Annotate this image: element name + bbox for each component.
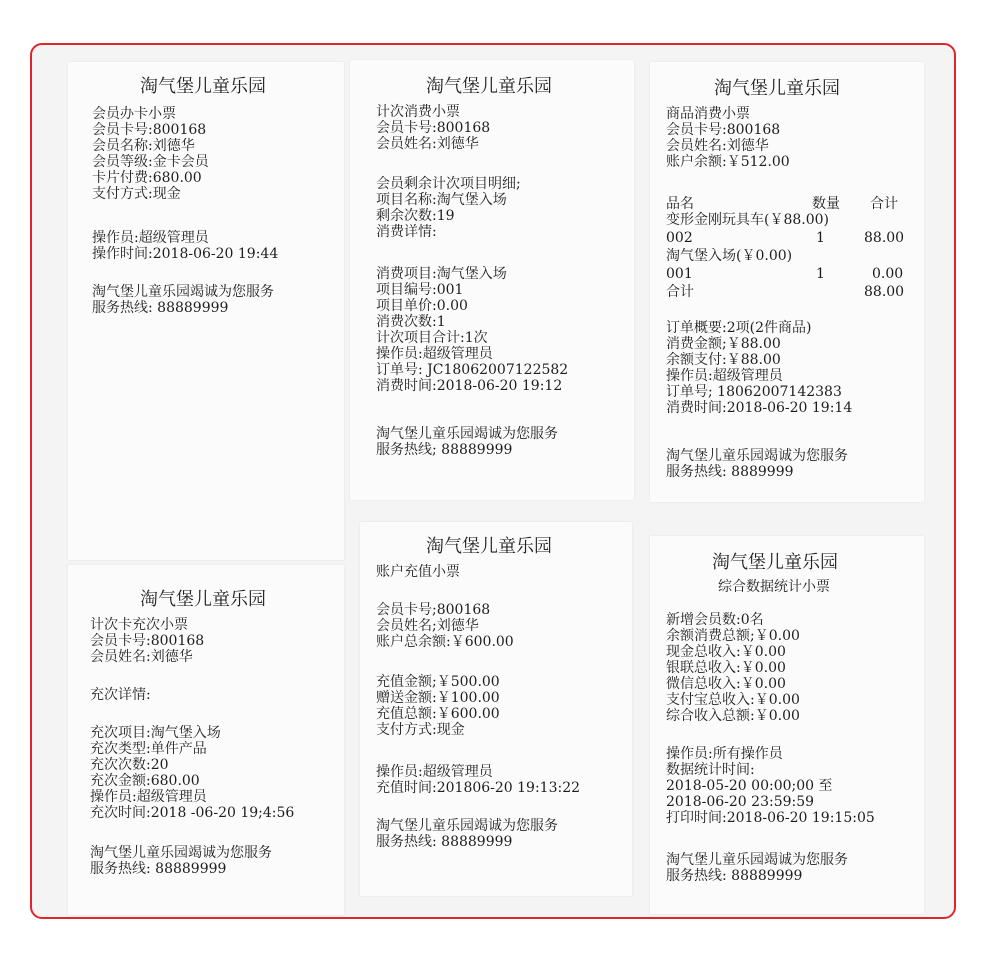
receipt-count-consume	[350, 60, 634, 500]
item-name: 变形金刚玩具车(￥88.00)	[666, 212, 830, 228]
consume-amount: 消费金额;￥88.00	[666, 336, 781, 352]
operator: 操作员:超级管理员	[90, 789, 207, 805]
order-number: 订单号: JC18062007122582	[376, 362, 569, 378]
footer-service: 淘气堡儿童乐园竭诚为您服务	[666, 448, 848, 464]
consume-detail-label: 消费详情:	[376, 224, 437, 240]
account-total-balance: 账户总余额:￥600.00	[376, 634, 514, 650]
operator: 操作员:超级管理员	[666, 368, 783, 384]
member-card-number: 会员卡号:800168	[376, 120, 491, 136]
cash-income: 现金总收入:￥0.00	[666, 644, 786, 660]
topup-amount: 充值金额;￥500.00	[376, 674, 500, 690]
remaining-title: 会员剩余计次项目明细;	[376, 176, 521, 192]
account-balance: 账户余额:￥512.00	[666, 154, 790, 170]
item-name: 淘气堡入场(￥0.00)	[666, 248, 793, 264]
count-total: 计次项目合计:1次	[376, 330, 488, 346]
receipt-subtitle: 综合数据统计小票	[718, 579, 830, 595]
receipt-type: 商品消费小票	[666, 106, 750, 122]
item-code: 002	[666, 230, 693, 246]
receipt-title: 淘气堡儿童乐园	[426, 536, 552, 557]
recharge-amount: 充次金额:680.00	[90, 773, 200, 789]
operator: 操作员:所有操作员	[666, 746, 783, 762]
receipt-type: 计次卡充次小票	[90, 617, 188, 633]
item-name: 项目名称:淘气堡入场	[376, 192, 507, 208]
member-card-number: 会员卡号:800168	[90, 633, 205, 649]
footer-service: 淘气堡儿童乐园竭诚为您服务	[376, 818, 558, 834]
member-card-number: 会员卡号;800168	[376, 602, 491, 618]
receipt-type: 会员办卡小票	[92, 106, 176, 122]
operator: 操作员:超级管理员	[376, 764, 493, 780]
operator: 操作员:超级管理员	[92, 230, 209, 246]
receipt-member-card	[68, 62, 344, 560]
member-name: 会员名称:刘德华	[92, 138, 195, 154]
footer-service: 淘气堡儿童乐园竭诚为您服务	[666, 852, 848, 868]
footer-hotline: 服务热线; 88889999	[376, 442, 513, 458]
stats-time-end: 2018-06-20 23:59:59	[666, 794, 815, 810]
receipt-title: 淘气堡儿童乐园	[712, 552, 838, 573]
receipt-title: 淘气堡儿童乐园	[140, 589, 266, 610]
col-header-qty: 数量	[812, 196, 840, 212]
stats-time-start: 2018-05-20 00:00;00 至	[666, 778, 833, 794]
receipt-type: 账户充值小票	[376, 564, 460, 580]
receipt-type: 计次消费小票	[376, 104, 460, 120]
alipay-income: 支付宝总收入:￥0.00	[666, 692, 800, 708]
recharge-time: 充次时间:2018 -06-20 19;4:56	[90, 805, 295, 821]
member-name: 会员姓名:刘德华	[90, 649, 193, 665]
footer-hotline: 服务热线: 88889999	[666, 868, 803, 884]
topup-total: 充值总额:￥600.00	[376, 706, 500, 722]
footer-hotline: 服务热线: 88889999	[92, 300, 229, 316]
member-level: 会员等级:金卡会员	[92, 154, 209, 170]
item-qty: 1	[816, 266, 825, 282]
sum-value: 88.00	[864, 284, 905, 300]
footer-hotline: 服务热线: 88889999	[90, 861, 227, 877]
order-number: 订单号; 18062007142383	[666, 384, 842, 400]
balance-consume-total: 余额消费总额;￥0.00	[666, 628, 800, 644]
consume-item: 消费项目:淘气堡入场	[376, 266, 507, 282]
new-members: 新增会员数:0名	[666, 612, 764, 628]
member-card-number: 会员卡号:800168	[92, 122, 207, 138]
member-card-number: 会员卡号:800168	[666, 122, 781, 138]
item-code: 001	[666, 266, 693, 282]
order-summary: 订单概要:2项(2件商品)	[666, 320, 812, 336]
recharge-type: 充次类型:单件产品	[90, 741, 207, 757]
col-header-name: 品名	[666, 196, 694, 212]
consume-time: 消费时间:2018-06-20 19:12	[376, 378, 563, 394]
footer-hotline: 服务热线: 8889999	[666, 464, 794, 480]
receipt-recharge-count	[68, 565, 344, 915]
receipt-statistics	[650, 536, 924, 914]
member-name: 会员姓名;刘德华	[376, 618, 479, 634]
member-name: 会员姓名:刘德华	[666, 138, 769, 154]
receipt-account-topup	[360, 522, 632, 896]
receipt-title: 淘气堡儿童乐园	[426, 76, 552, 97]
stats-time-label: 数据统计时间:	[666, 762, 755, 778]
receipt-goods-consume	[650, 62, 924, 502]
consume-count: 消费次数:1	[376, 314, 446, 330]
recharge-item: 充次项目:淘气堡入场	[90, 725, 221, 741]
total-income: 综合收入总额:￥0.00	[666, 708, 800, 724]
operator: 操作员:超级管理员	[376, 346, 493, 362]
item-code: 项目编号:001	[376, 282, 464, 298]
footer-hotline: 服务热线: 88889999	[376, 834, 513, 850]
item-price: 项目单价:0.00	[376, 298, 468, 314]
recharge-count: 充次次数:20	[90, 757, 169, 773]
card-fee: 卡片付费:680.00	[92, 170, 202, 186]
wechat-income: 微信总收入:￥0.00	[666, 676, 786, 692]
col-header-total: 合计	[870, 196, 898, 212]
receipt-title: 淘气堡儿童乐园	[714, 78, 840, 99]
sum-label: 合计	[666, 284, 694, 300]
item-total: 0.00	[872, 266, 904, 282]
balance-payment: 余额支付:￥88.00	[666, 352, 781, 368]
print-time: 打印时间:2018-06-20 19:15:05	[666, 810, 875, 826]
footer-service: 淘气堡儿童乐园竭诚为您服务	[376, 426, 558, 442]
payment-method: 支付方式:现金	[92, 186, 181, 202]
receipt-title: 淘气堡儿童乐园	[140, 76, 266, 97]
payment-method: 支付方式:现金	[376, 722, 465, 738]
remaining-count: 剩余次数:19	[376, 208, 455, 224]
topup-time: 充值时间:201806-20 19:13:22	[376, 780, 581, 796]
member-name: 会员姓名:刘德华	[376, 136, 479, 152]
bonus-amount: 赠送金额:￥100.00	[376, 690, 500, 706]
unionpay-income: 银联总收入:￥0.00	[666, 660, 786, 676]
footer-service: 淘气堡儿童乐园竭诚为您服务	[92, 284, 274, 300]
item-qty: 1	[816, 230, 825, 246]
item-total: 88.00	[864, 230, 905, 246]
consume-time: 消费时间:2018-06-20 19:14	[666, 400, 853, 416]
footer-service: 淘气堡儿童乐园竭诚为您服务	[90, 845, 272, 861]
detail-label: 充次详情:	[90, 687, 151, 703]
operation-time: 操作时间:2018-06-20 19:44	[92, 246, 279, 262]
